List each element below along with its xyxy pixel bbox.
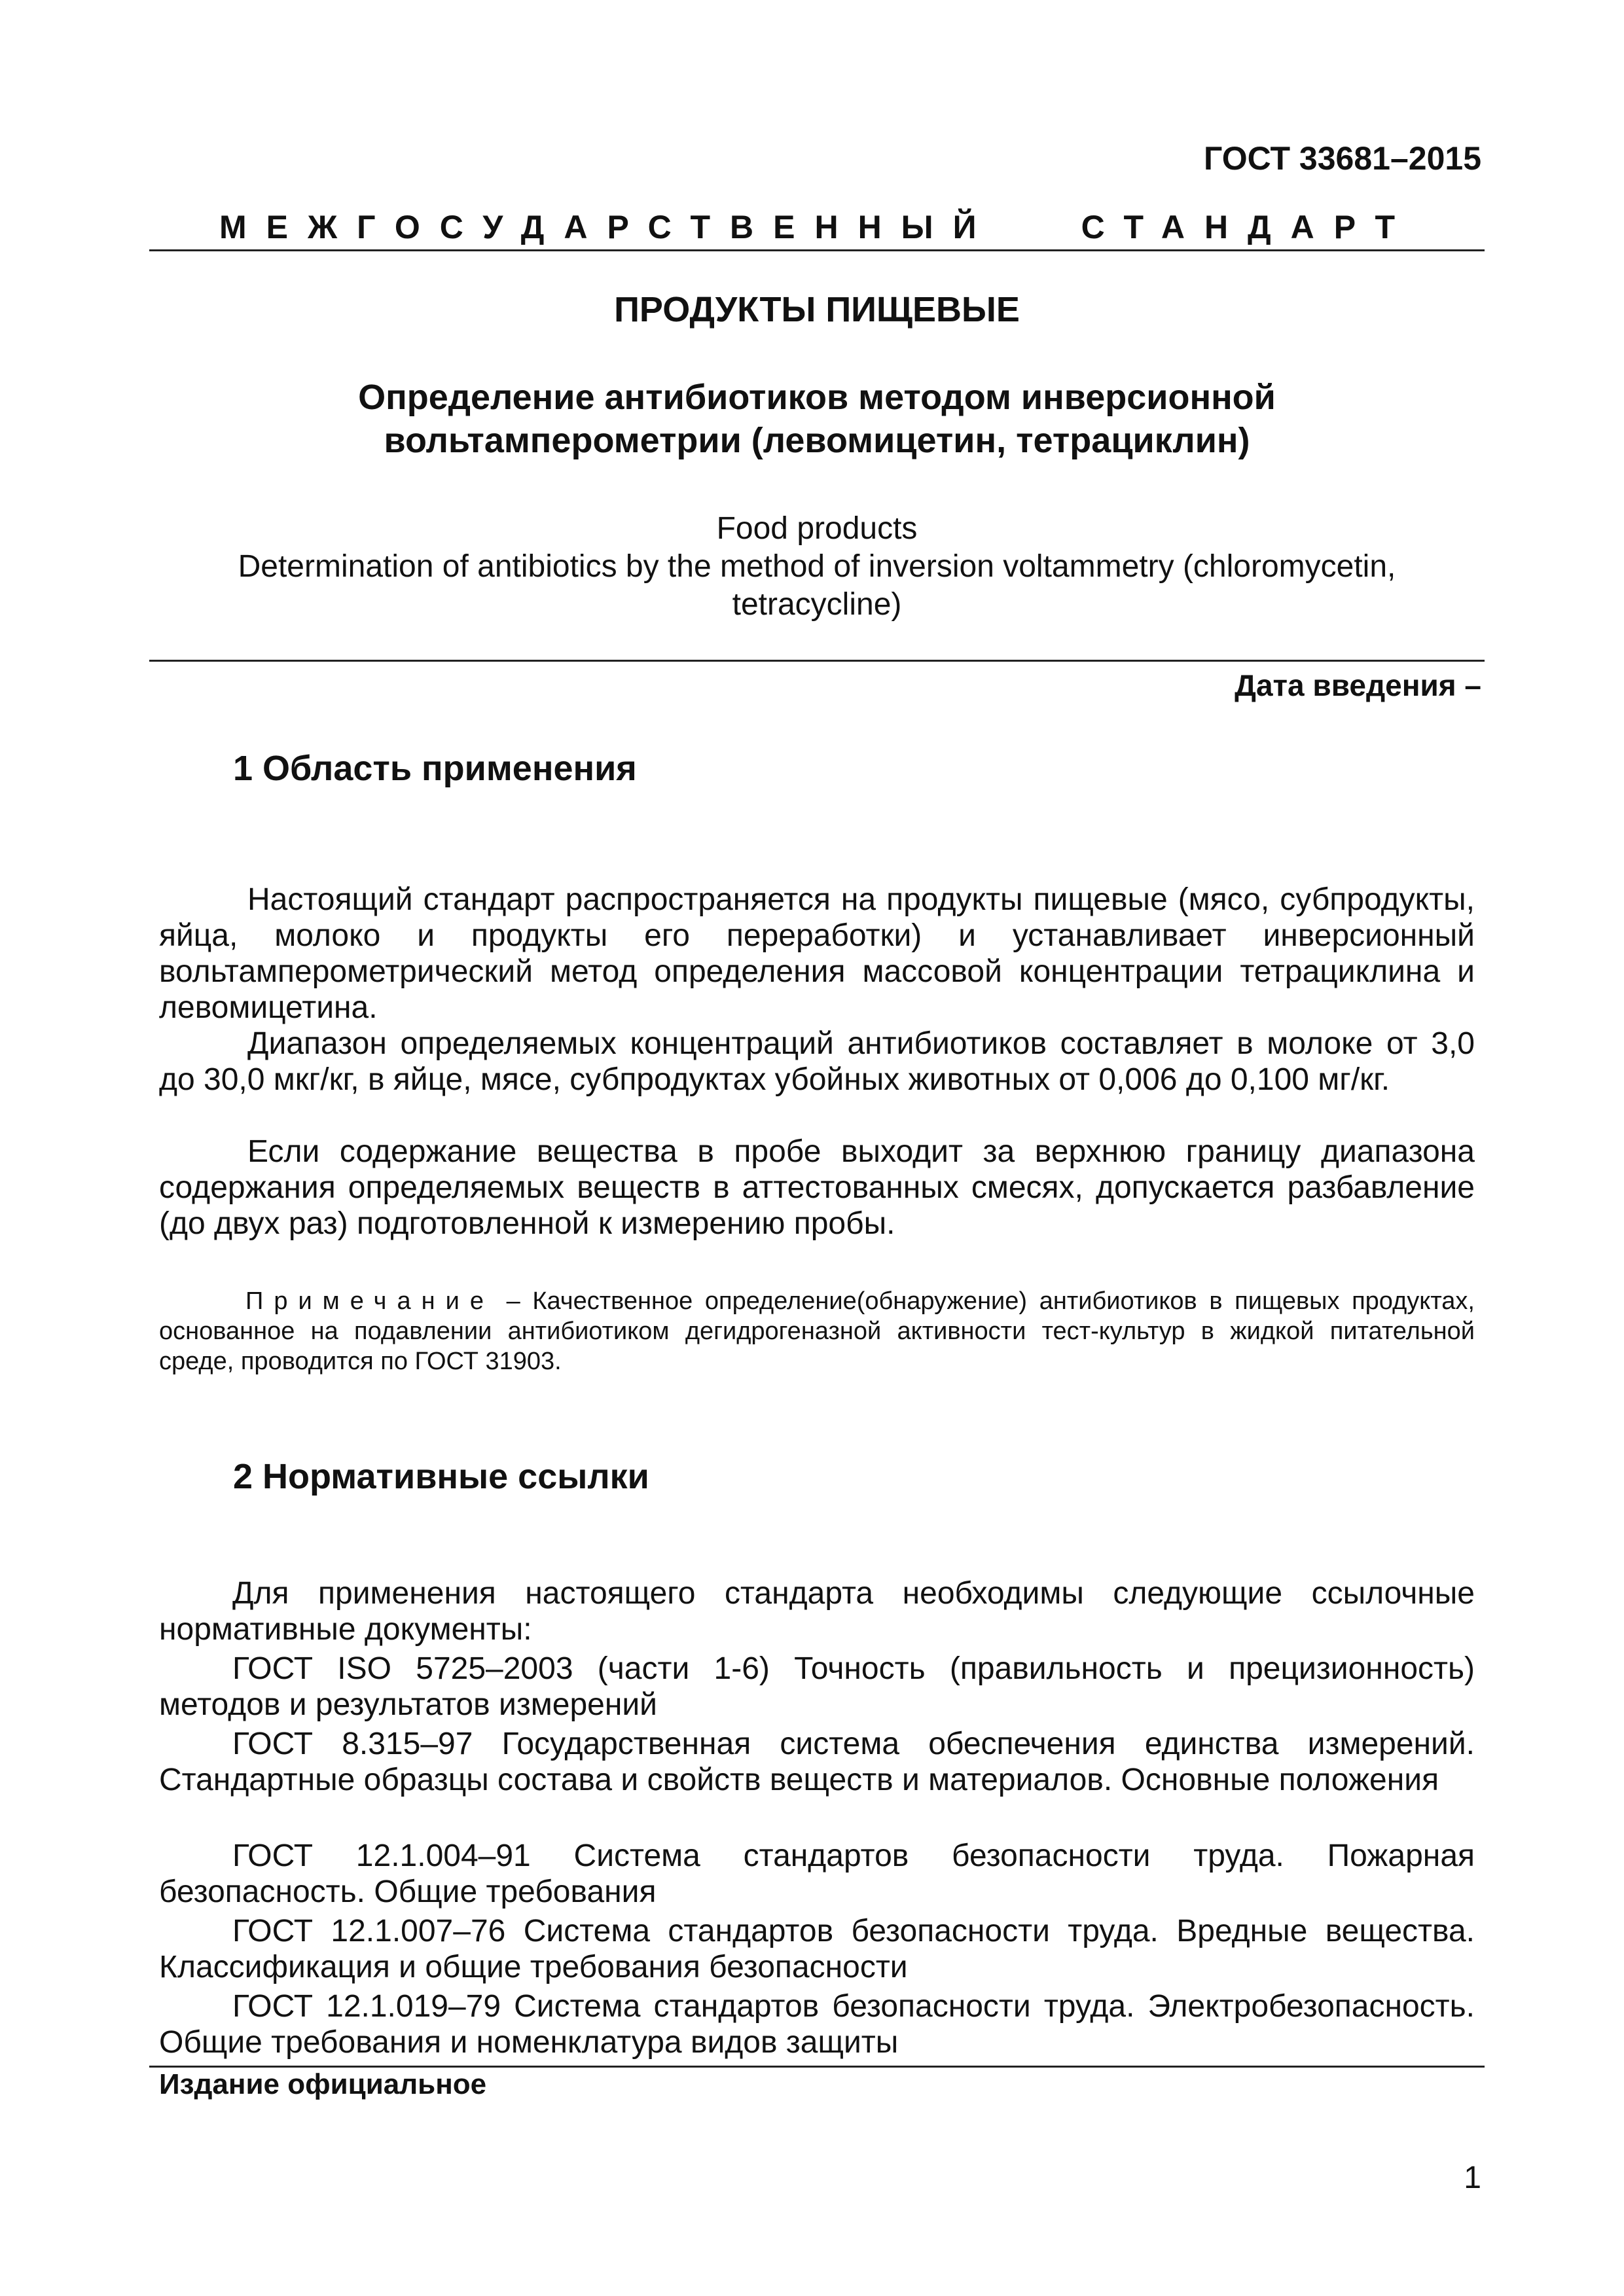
header-divider <box>149 249 1485 251</box>
page-number: 1 <box>1464 2161 1481 2195</box>
document-subtitle <box>149 376 1485 462</box>
english-title-line: tetracycline) <box>732 587 902 622</box>
section-1-paragraph-3: Если содержание вещества в пробе выходит за верхнюю границу диапазона содержания определяемых веществ в аттестованных смесях, допускается разбавление (до двух раз) подготовленной к измерению пробы. <box>159 1134 1475 1241</box>
section-1-heading: 1 Область применения <box>233 749 637 788</box>
section-2-reference-2: ГОСТ 8.315–97 Государственная система обеспечения единства измерений. Стандартные образцы состава и свойств веществ и материалов. Основные положения <box>159 1727 1475 1797</box>
subtitle-line: Определение антибиотиков методом инверсионной <box>358 378 1276 417</box>
english-title-line: Determination of antibiotics by the method of inversion voltammetry (chloromycetin, <box>238 549 1396 584</box>
introduction-date: Дата введения – <box>1235 668 1481 702</box>
official-edition-label: Издание официальное <box>159 2068 487 2100</box>
section-2-heading: 2 Нормативные ссылки <box>233 1457 649 1496</box>
section-2-paragraph-1: Для применения настоящего стандарта необходимы следующие ссылочные нормативные документы: <box>159 1576 1475 1647</box>
note-label: Примечание <box>245 1287 494 1315</box>
section-1-note <box>159 1286 1475 1376</box>
section-2-reference-3: ГОСТ 12.1.004–91 Система стандартов безопасности труда. Пожарная безопасность. Общие требования <box>159 1839 1475 1909</box>
standard-kind <box>149 208 1485 246</box>
subtitle-line: вольтамперометрии (левомицетин, тетрациклин) <box>384 421 1250 460</box>
document-code: ГОСТ 33681–2015 <box>1204 140 1481 177</box>
section-2-reference-5: ГОСТ 12.1.019–79 Система стандартов безопасности труда. Электробезопасность. Общие требования и номенклатура видов защиты <box>159 1989 1475 2060</box>
document-title: ПРОДУКТЫ ПИЩЕВЫЕ <box>614 290 1020 329</box>
section-2-reference-4: ГОСТ 12.1.007–76 Система стандартов безопасности труда. Вредные вещества. Классификация и общие требования безопасности <box>159 1914 1475 1984</box>
english-title <box>149 510 1485 624</box>
section-1-paragraph-2: Диапазон определяемых концентраций антибиотиков составляет в молоке от 3,0 до 30,0 мкг/кг, в яйце, мясе, субпродуктах убойных животных от 0,006 до 0,100 мг/кг. <box>159 1026 1475 1097</box>
standard-kind-word-2: СТАНДАРТ <box>1081 209 1415 245</box>
section-1-paragraph-1: Настоящий стандарт распространяется на продукты пищевые (мясо, субпродукты, яйца, молоко и продукты его переработки) и устанавливает инверсионный вольтамперометрический метод определения массовой концентрации тетрациклина и левомицетина. <box>159 882 1475 1025</box>
title-divider <box>149 660 1485 662</box>
standard-kind-word-1: МЕЖГОСУДАРСТВЕННЫЙ <box>219 209 996 245</box>
section-2-reference-1: ГОСТ ISO 5725–2003 (части 1-6) Точность (правильность и прецизионность) методов и результатов измерений <box>159 1651 1475 1722</box>
footer-divider <box>149 2066 1485 2068</box>
english-title-line: Food products <box>716 511 918 546</box>
note-text: – Качественное определение(обнаружение) антибиотиков в пищевых продуктах, основанное на подавлении антибиотиком дегидрогеназной активности тест-культур в жидкой питательной среде, проводится по ГОСТ 31903. <box>159 1287 1475 1375</box>
